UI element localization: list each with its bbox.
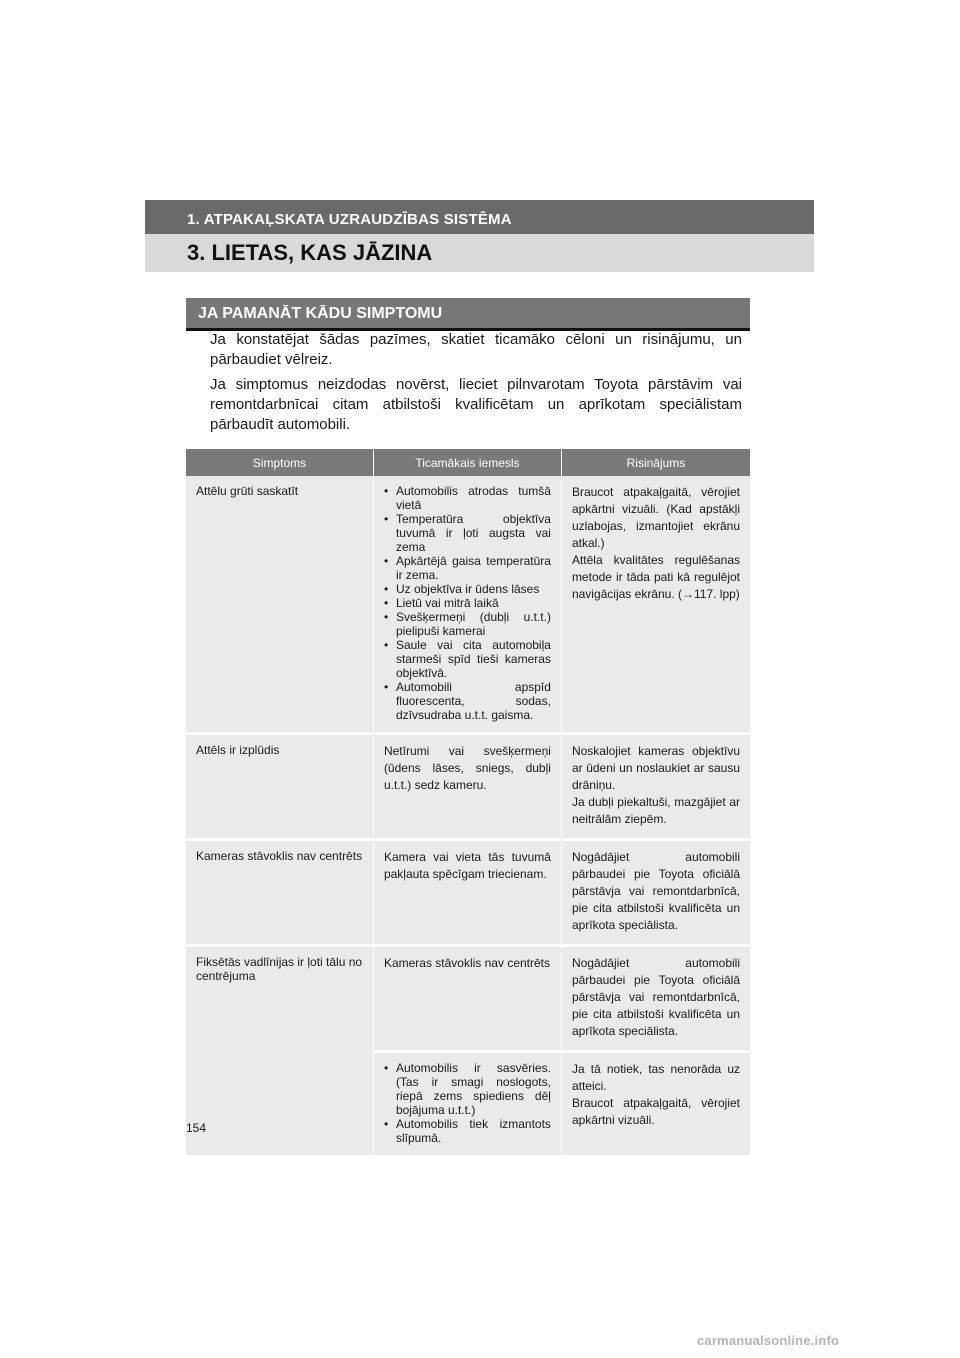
watermark: carmanualsonline.info [697,1333,840,1348]
table-row [186,946,750,1052]
header-symptom: Simptoms [186,449,373,476]
solution-text: Ja tā notiek, tas nenorāda uz atteici. [571,1062,740,1093]
cause-item: • Automobilis atrodas tumšā vietā [384,484,551,512]
solution-cell [561,476,750,734]
symptom-cell [186,946,373,1157]
solution-text: Braucot atpakaļgaitā, vērojiet apkārtni vizuāli. [571,1096,740,1127]
solution-text: Attēla kvalitātes regulēšanas metode ir tāda pati kā regulējot navigācijas ekrānu. (→117. lpp) [571,553,740,601]
header-cause: Ticamākais iemesls [373,449,561,476]
cause-list [384,484,551,722]
solution-text: Braucot atpakaļgaitā, vērojiet apkārtni vizuāli. (Kad apstākļi uzlabojas, izmantojiet ekrānu atkal.) [571,485,740,550]
symptom-text: Attēlu grūti saskatīt [196,484,299,498]
table-header-row [186,449,750,476]
cause-item: • Apkārtējā gaisa temperatūra ir zema. [384,554,551,582]
subsection-header [186,298,750,331]
solution-cell [561,1052,750,1157]
chapter-title: 1. ATPAKAĻSKATA UZRAUDZĪBAS SISTĒMA [187,211,512,228]
solution-text: Nogādājiet automobili pārbaudei pie Toyota oficiālā pārstāvja vai remontdarbnīcā, pie cita atbilstoši kvalificēta un aprīkota speciālista. [571,850,740,932]
intro-paragraph-2: Ja simptomus neizdodas novērst, lieciet pilnvarotam Toyota pārstāvim vai remontdarbnīcai citam atbilstoši kvalificētam un aprīkotam speciālistam pārbaudīt automobili. [210,376,742,433]
solution-cell [561,840,750,946]
cause-item: • Saule vai cita automobiļa starmeši spīd tieši kameras objektīvā. [384,638,551,680]
solution-text: Noskalojiet kameras objektīvu ar ūdeni un noslaukiet ar sausu drāniņu. [571,744,740,792]
symptom-cell [186,476,373,734]
cause-text: Netīrumi vai svešķermeņi (ūdens lāses, sniegs, dubļi u.t.t.) sedz kameru. [383,744,551,792]
cause-cell [373,734,561,840]
symptom-text: Attēls ir izplūdis [196,743,280,757]
section-header [145,234,814,272]
cause-cell [373,840,561,946]
symptom-cell [186,734,373,840]
cause-cell [373,946,561,1052]
cause-text: Kameras stāvoklis nav centrēts [383,956,551,970]
intro-paragraph-1: Ja konstatējat šādas pazīmes, skatiet ticamāko cēloni un risinājumu, un pārbaudiet vēlreiz. [210,331,742,368]
cause-list [384,1061,551,1145]
subsection-title: JA PAMANĀT KĀDU SIMPTOMU [198,305,443,322]
symptom-table [186,449,750,1158]
cause-item: • Temperatūra objektīva tuvumā ir ļoti augsta vai zema [384,512,551,554]
cause-cell [373,1052,561,1157]
cause-item: • Svešķermeņi (dubļi u.t.t.) pielipuši kamerai [384,610,551,638]
solution-cell [561,946,750,1052]
cause-item: • Uz objektīva ir ūdens lāses [384,582,551,596]
cause-item: • Automobilis tiek izmantots slīpumā. [384,1117,551,1145]
symptom-text: Kameras stāvoklis nav centrēts [196,849,363,863]
solution-cell [561,734,750,840]
table-row [186,476,750,734]
cause-text: Kamera vai vieta tās tuvumā pakļauta spēcīgam triecienam. [383,850,551,881]
cause-item: • Automobili apspīd fluorescenta, sodas, dzīvsudraba u.t.t. gaisma. [384,680,551,722]
symptom-text: Fiksētās vadlīnijas ir ļoti tālu no centrējuma [196,955,363,983]
section-title: 3. LIETAS, KAS JĀZINA [187,240,433,265]
solution-text: Ja dubļi piekaltuši, mazgājiet ar neitrālām ziepēm. [571,795,740,826]
solution-text: Nogādājiet automobili pārbaudei pie Toyota oficiālā pārstāvja vai remontdarbnīcā, pie cita atbilstoši kvalificēta un aprīkota speciālista. [571,956,740,1038]
table-row [186,734,750,840]
cause-item: • Lietū vai mitrā laikā [384,596,551,610]
symptom-cell [186,840,373,946]
header-solution: Risinājums [561,449,750,476]
cause-cell [373,476,561,734]
page-number: 154 [186,1121,207,1135]
table-row [186,840,750,946]
cause-item: • Automobilis ir sasvēries. (Tas ir smagi noslogots, riepā zems spiediens dēļ bojājuma u.t.t.) [384,1061,551,1117]
chapter-header [145,200,814,234]
